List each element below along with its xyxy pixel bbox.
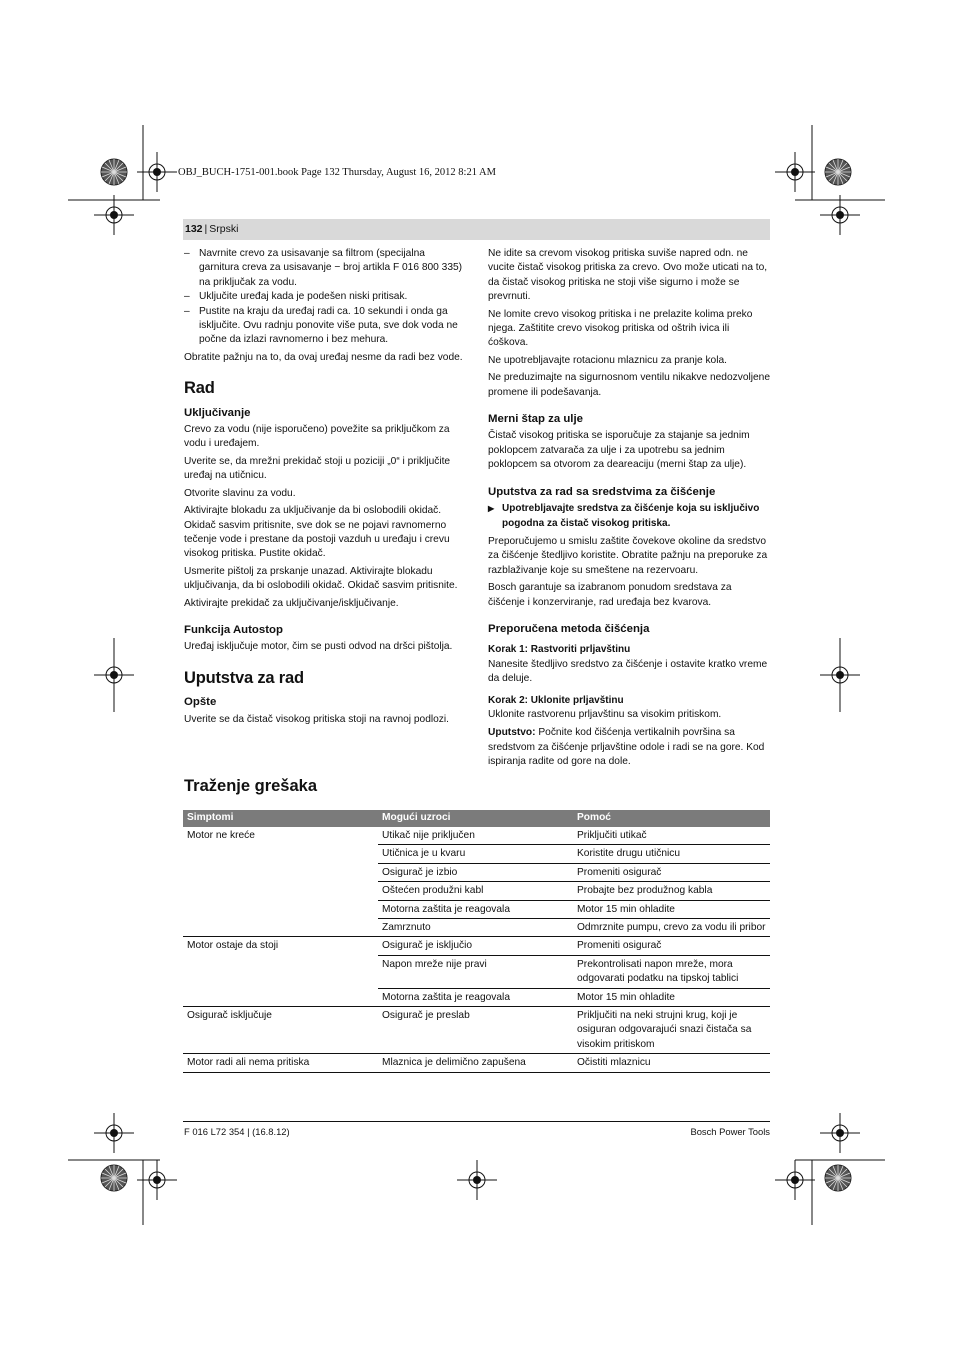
paragraph: Čistač visokog pritiska se isporučuje za stajanje sa jednim poklopcem zatvarača za ulje i za upotrebu sa jednim poklopcem sa otvorom za deareaciju (merni štap za ulje). — [488, 430, 750, 471]
troubleshooting-table — [183, 810, 770, 1073]
subsection-title-autostop: Funkcija Autostop — [184, 623, 283, 636]
paragraph: Uverite se, da mrežni prekidač stoji u poziciji „0“ i priključite uređaj na utičnicu. — [184, 455, 451, 482]
registration-cross-icon — [775, 1160, 815, 1200]
symptom-cell: Osigurač isključuje — [183, 1007, 378, 1054]
cause-cell: Osigurač je isključio — [378, 937, 573, 955]
registration-cross-icon — [94, 1113, 134, 1153]
remedy-cell: Promeniti osigurač — [573, 937, 770, 955]
cause-cell: Osigurač je preslab — [378, 1007, 573, 1054]
registration-cross-icon — [820, 655, 860, 695]
page-number: 132 — [185, 223, 203, 235]
remedy-cell: Odmrznite pumpu, crevo za vodu ili pribor — [573, 919, 770, 937]
paragraph: Usmerite pištolj za prskanje unazad. Aktivirajte blokadu uključivanja, da bi oslobodili okidač. Okidač sasvim pritisnite. — [184, 565, 458, 592]
registration-star-icon — [825, 159, 851, 185]
table-row — [183, 1054, 770, 1072]
section-title-trouble: Traženje grešaka — [184, 777, 317, 795]
cause-cell: Zamrznuto — [378, 919, 573, 937]
right-column — [488, 247, 771, 773]
symptom-cell: Motor radi ali nema pritiska — [183, 1054, 378, 1072]
cause-cell: Osigurač je izbio — [378, 863, 573, 881]
registration-cross-icon — [94, 655, 134, 695]
cause-cell: Utikač nije priključen — [378, 827, 573, 845]
subsection-title-sredstva: Uputstva za rad sa sredstvima za čišćenje — [488, 485, 716, 498]
paragraph: Uređaj isključuje motor, čim se pusti odvod na dršci pištolja. — [184, 641, 453, 653]
cause-cell: Utičnica je u kvaru — [378, 845, 573, 863]
page-header — [183, 219, 770, 240]
table-row — [183, 827, 770, 845]
table-row — [183, 1007, 770, 1054]
remedy-cell: Motor 15 min ohladite — [573, 900, 770, 918]
header-language: Srpski — [209, 223, 239, 235]
column-header: Pomoć — [573, 810, 770, 827]
list-item: – Navrnite crevo za usisavanje sa filtrom (specijalna garnitura creva za usisavanje − broj artikla F 016 800 335) na priključak za vodu. — [184, 247, 467, 290]
registration-star-icon — [101, 1165, 127, 1191]
paragraph: Aktivirajte blokadu za uključivanje da bi oslobodili okidač. Okidač sasvim pritisnite, sve dok se ne pojavi ravnomerno tečenje vode i prestane da postoji vazduh u uređaju i crevu visokog pritiska. Pustite okidač. — [184, 505, 450, 560]
footer-brand: Bosch Power Tools — [690, 1126, 770, 1137]
cause-cell: Napon mreže nije pravi — [378, 955, 573, 988]
registration-cross-icon — [820, 1113, 860, 1153]
footer-divider — [183, 1121, 770, 1122]
print-info-line: OBJ_BUCH-1751-001.book Page 132 Thursday, August 16, 2012 8:21 AM — [178, 167, 496, 178]
paragraph: Ne idite sa crevom visokog pritiska suviše napred odn. ne vucite čistač visokog pritiska za crevo. Ovo može uticati na to, da čistač visokog pritiska ne stoji više sigurno i može se prevrnuti. — [488, 248, 768, 303]
column-header: Mogući uzroci — [378, 810, 573, 827]
remedy-cell: Priključiti utikač — [573, 827, 770, 845]
subsection-title-opste: Opšte — [184, 696, 217, 709]
paragraph: Ne upotrebljavajte rotacionu mlaznicu za pranje kola. — [488, 354, 727, 366]
registration-star-icon — [825, 1165, 851, 1191]
paragraph: Nanesite štedljivo sredstvo za čišćenje i ostavite kratko vreme da deluje. — [488, 658, 768, 685]
remedy-cell: Promeniti osigurač — [573, 863, 770, 881]
column-header: Simptomi — [183, 810, 378, 827]
paragraph: Ne preduzimajte na sigurnosnom ventilu nikakve nedozvoljene promene ili podešavanja. — [488, 372, 771, 398]
paragraph: Ne lomite crevo visokog pritiska i ne prelazite kolima preko njega. Zaštitite crevo visokog pritiska od oštrih ivica ili ćoškova. — [488, 308, 753, 349]
registration-cross-icon — [137, 1160, 177, 1200]
cause-cell: Oštećen produžni kabl — [378, 882, 573, 900]
remedy-cell: Očistiti mlaznicu — [573, 1054, 770, 1072]
footer-doc-number: F 016 L72 354 | (16.8.12) — [184, 1126, 290, 1137]
paragraph: Preporučujemo u smislu zaštite čovekove okoline da sredstvo za čišćenje štedljivo koristite. Obratite pažnju na preporuke za razblaživanje koje su smeštene na rezervoaru. — [488, 535, 768, 576]
subsection-title-metoda: Preporučena metoda čišćenja — [488, 622, 650, 635]
subsection-title-merni-stap: Merni štap za ulje — [488, 413, 583, 426]
remedy-cell: Motor 15 min ohladite — [573, 988, 770, 1006]
tip-text: Počnite kod čišćenja vertikalnih površina sa sredstvom za čišćenje prljavštine odole i radi se na gore. Kod ispiranja radite od gore na dole. — [488, 727, 765, 768]
left-column — [184, 247, 467, 730]
remedy-cell: Priključiti na neki strujni krug, koji je osiguran odgovarajući snazi čistača sa visokim pritiskom — [573, 1007, 770, 1054]
section-title-rad: Rad — [184, 379, 215, 398]
paragraph: Otvorite slavinu za vodu. — [184, 487, 296, 499]
symptom-cell: Motor ostaje da stoji — [183, 937, 378, 1007]
registration-cross-icon — [457, 1160, 497, 1200]
intro-note: Obratite pažnju na to, da ovaj uređaj nesme da radi bez vode. — [184, 351, 463, 363]
symptom-cell: Motor ne kreće — [183, 827, 378, 937]
step-title: Korak 2: Uklonite prljavštinu — [488, 694, 624, 706]
remedy-cell: Koristite drugu utičnicu — [573, 845, 770, 863]
paragraph: Uklonite rastvorenu prljavštinu sa visokim pritiskom. — [488, 708, 722, 720]
registration-cross-icon — [820, 195, 860, 235]
tip-paragraph — [488, 726, 771, 769]
section-title-uputstva: Uputstva za rad — [184, 668, 304, 687]
paragraph: Crevo za vodu (nije isporučeno) povežite sa priključkom za vodu i uređajem. — [184, 424, 450, 450]
step-title: Korak 1: Rastvoriti prljavštinu — [488, 644, 631, 656]
remedy-cell: Probajte bez produžnog kabla — [573, 882, 770, 900]
remedy-cell: Prekontrolisati napon mreže, mora odgovarati podatku na tipskoj tablici — [573, 955, 770, 988]
tip-label: Uputstvo: — [488, 727, 536, 739]
subsection-title-ukljucivanje: Uključivanje — [184, 406, 251, 419]
table-row — [183, 937, 770, 955]
registration-star-icon — [101, 159, 127, 185]
registration-cross-icon — [775, 152, 815, 192]
registration-cross-icon — [94, 195, 134, 235]
cause-cell: Motorna zaštita je reagovala — [378, 900, 573, 918]
paragraph: Bosch garantuje sa izabranom ponudom sredstava za čišćenje i konzerviranje, rad uređaja bez kvarova. — [488, 582, 732, 608]
cause-cell: Mlaznica je delimično zapušena — [378, 1054, 573, 1072]
paragraph: Uverite se da čistač visokog pritiska stoji na ravnoj podlozi. — [184, 713, 449, 725]
list-item: – Uključite uređaj kada je podešen niski pritisak. — [184, 290, 467, 304]
warning-note: ▶ Upotrebljavajte sredstva za čišćenje koja su isključivo pogodna za čistač visokog pritiska. — [488, 502, 771, 531]
header-separator: | — [204, 223, 208, 235]
cause-cell: Motorna zaštita je reagovala — [378, 988, 573, 1006]
paragraph: Aktivirajte prekidač za uključivanje/isključivanje. — [184, 597, 399, 609]
registration-cross-icon — [137, 152, 177, 192]
list-item: – Pustite na kraju da uređaj radi ca. 10 sekundi i onda ga isključite. Ovu radnju ponovite više puta, sve dok voda ne počne da izlazi ravnomerno i bez mehura. — [184, 305, 467, 348]
table-header-row — [183, 810, 770, 827]
